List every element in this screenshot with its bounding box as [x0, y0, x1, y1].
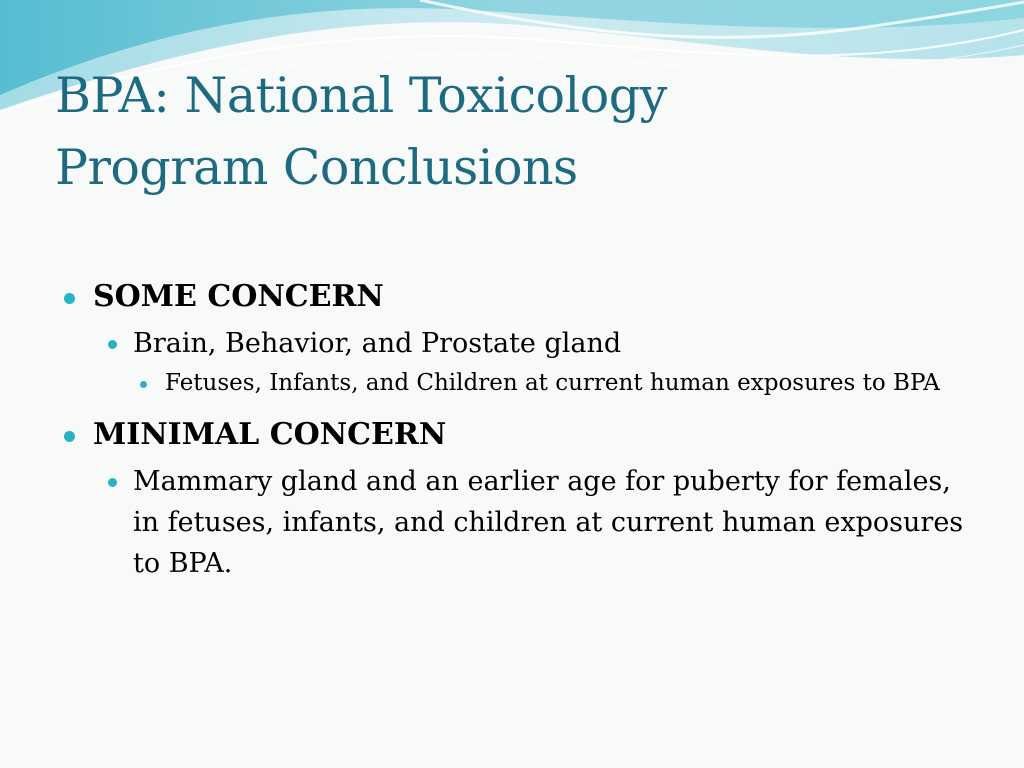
bullet-mammary-gland-text: Mammary gland and an earlier age for puberty for females, in fetuses, infants, and children at current human exposures to BPA. [133, 466, 964, 579]
slide-title-line-2: Program Conclusions [55, 139, 578, 196]
slide-title [55, 60, 975, 204]
bullet-dot-icon [140, 381, 147, 388]
bullet-minimal-concern-text: MINIMAL CONCERN [93, 417, 447, 452]
bullet-fetuses-infants [132, 366, 980, 401]
bullet-brain-behavior [100, 323, 980, 364]
bullet-dot-icon [108, 478, 117, 487]
bullet-dot-icon [64, 293, 75, 304]
bullet-some-concern-text: SOME CONCERN [93, 279, 384, 314]
bullet-some-concern [60, 275, 980, 319]
bullet-list [60, 275, 980, 586]
bullet-fetuses-infants-text: Fetuses, Infants, and Children at current human exposures to BPA [165, 370, 940, 396]
slide-title-line-1: BPA: National Toxicology [55, 67, 667, 124]
bullet-brain-behavior-text: Brain, Behavior, and Prostate gland [133, 328, 622, 359]
bullet-dot-icon [108, 340, 117, 349]
bullet-mammary-gland [100, 461, 980, 584]
bullet-dot-icon [64, 431, 75, 442]
bullet-minimal-concern [60, 413, 980, 457]
